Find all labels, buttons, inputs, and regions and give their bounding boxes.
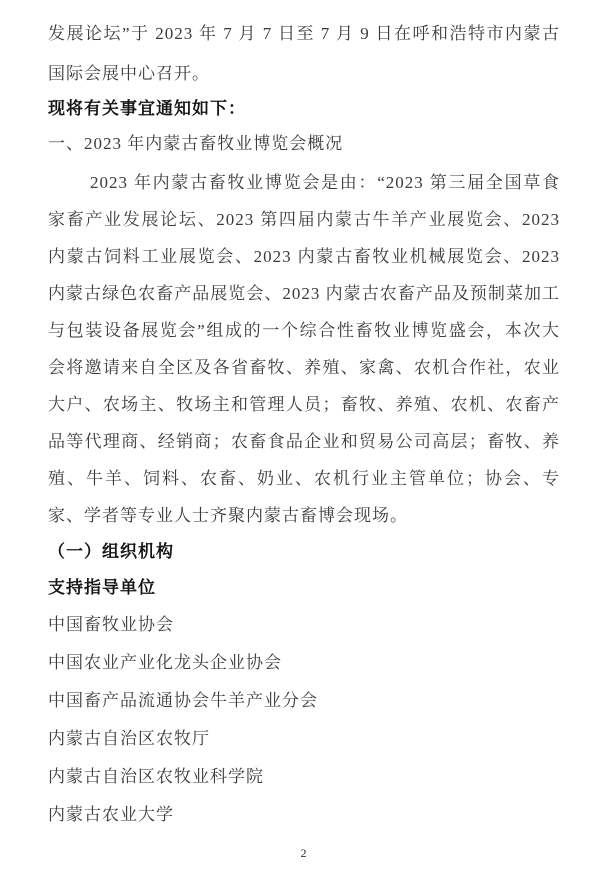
paragraph-continuation: 发展论坛”于 2023 年 7 月 7 日至 7 月 9 日在呼和浩特市内蒙古国际会展中心召开。 bbox=[48, 24, 560, 83]
support-unit-item: 内蒙古农业大学 bbox=[48, 805, 174, 824]
support-units-heading: 支持指导单位 bbox=[48, 578, 156, 597]
support-unit-item: 中国畜产品流通协会牛羊产业分会 bbox=[48, 691, 318, 710]
page-number: 2 bbox=[300, 846, 307, 860]
section-1-title: 一、2023 年内蒙古畜牧业博览会概况 bbox=[48, 134, 344, 153]
support-unit-item: 内蒙古自治区农牧厅 bbox=[48, 729, 210, 748]
section-1-paragraph: 2023 年内蒙古畜牧业博览会是由：“2023 第三届全国草食家畜产业发展论坛、2023 第四届内蒙古牛羊产业展览会、2023 内蒙古饲料工业展览会、2023 内蒙古畜牧业机械展览会、2023 内蒙古绿色农畜产品展览会、2023 内蒙古农畜产品及预制菜加工与包装设备展览会”组成的一个综合性畜牧业博览盛会，本次大会将邀请来自全区及各省畜牧、养殖、家禽、农机合作社，农业大户、农场主、牧场主和管理人员；畜牧、养殖、农机、农畜产品等代理商、经销商；农畜食品企业和贸易公司高层；畜牧、养殖、牛羊、饲料、农畜、奶业、农机行业主管单位；协会、专家、学者等专业人士齐聚内蒙古畜博会现场。 bbox=[48, 173, 560, 525]
support-unit-item: 内蒙古自治区农牧业科学院 bbox=[48, 767, 264, 786]
support-unit-item: 中国畜牧业协会 bbox=[48, 615, 174, 634]
notice-heading: 现将有关事宜通知如下： bbox=[48, 99, 246, 118]
support-unit-item: 中国农业产业化龙头企业协会 bbox=[48, 653, 282, 672]
sub-section-title-organization: （一）组织机构 bbox=[48, 542, 174, 561]
